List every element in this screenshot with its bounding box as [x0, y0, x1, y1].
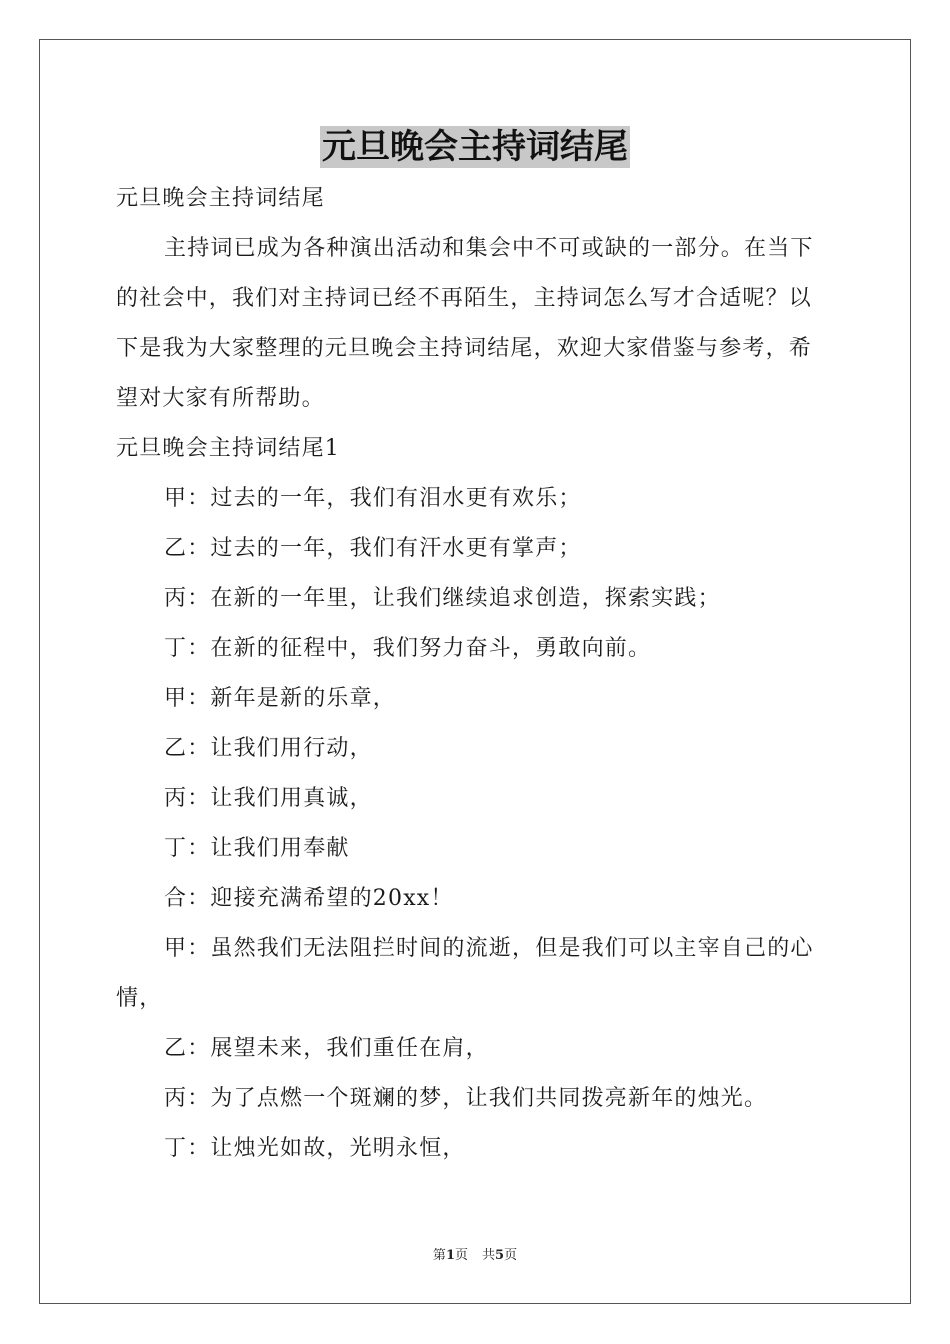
paragraph: 元旦晚会主持词结尾 [116, 186, 325, 211]
page-footer [0, 1247, 950, 1265]
dialogue-line: 丁：在新的征程中，我们努力奋斗，勇敢向前。 [164, 636, 652, 661]
dialogue-line: 合：迎接充满希望的20xx！ [164, 886, 454, 911]
page-suffix: 页 [454, 1248, 468, 1263]
dialogue-line: 丁：让我们用奉献 [164, 836, 350, 861]
dialogue-line: 甲：新年是新的乐章， [164, 686, 397, 711]
document-body [116, 174, 834, 1174]
dialogue-line: 丁：让烛光如故，光明永恒， [164, 1136, 466, 1161]
total-pages: 5 [495, 1248, 505, 1263]
dialogue-line: 乙：过去的一年，我们有汗水更有掌声； [164, 536, 582, 561]
section-heading: 元旦晚会主持词结尾1 [116, 436, 340, 461]
dialogue-line: 丙：在新的一年里，让我们继续追求创造，探索实践； [164, 586, 721, 611]
title-container [0, 126, 950, 168]
dialogue-line: 甲：过去的一年，我们有泪水更有欢乐； [164, 486, 582, 511]
dialogue-line: 丙：让我们用真诚， [164, 786, 373, 811]
document-title: 元旦晚会主持词结尾 [322, 127, 628, 167]
total-prefix: 共 [482, 1248, 496, 1263]
dialogue-line: 丙：为了点燃一个斑斓的梦，让我们共同拨亮新年的烛光。 [164, 1086, 768, 1111]
dialogue-line: 乙：让我们用行动， [164, 736, 373, 761]
total-suffix: 页 [504, 1248, 518, 1263]
page-prefix: 第 [432, 1248, 446, 1263]
dialogue-line: 乙：展望未来，我们重任在肩， [164, 1036, 489, 1061]
page-number: 1 [445, 1248, 455, 1263]
paragraph: 主持词已成为各种演出活动和集会中不可或缺的一部分。在当下的社会中，我们对主持词已经不再陌生，主持词怎么写才合适呢？以下是我为大家整理的元旦晚会主持词结尾，欢迎大家借鉴与参考，希望对大家有所帮助。 [116, 236, 814, 411]
dialogue-line: 甲：虽然我们无法阻拦时间的流逝，但是我们可以主宰自己的心情， [116, 936, 814, 1011]
